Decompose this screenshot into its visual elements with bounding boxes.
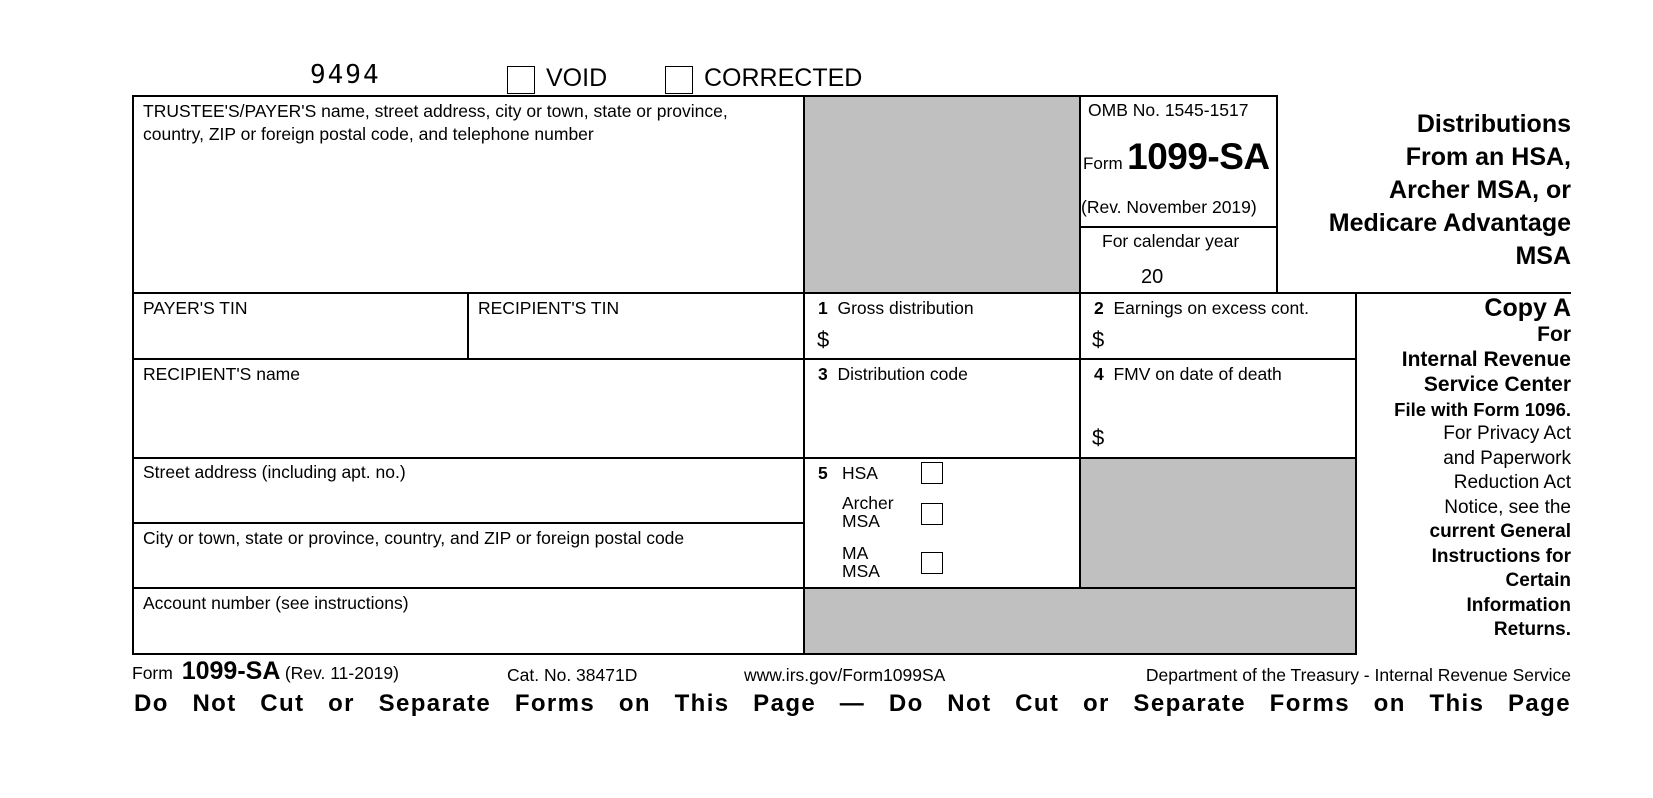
form-title <box>1290 108 1571 273</box>
payer-tin-label: PAYER'S TIN <box>143 298 248 318</box>
archer-msa-label <box>842 494 894 530</box>
shaded-area-bottom <box>804 588 1356 654</box>
box4-label: FMV on date of death <box>1113 364 1282 384</box>
title-line: Archer MSA, or <box>1389 176 1571 204</box>
copy-a-for: For <box>1537 323 1571 346</box>
footer-form-id <box>132 657 399 686</box>
grid-line <box>1355 292 1357 655</box>
privacy-line: For Privacy Act <box>1443 423 1571 444</box>
corrected-label: CORRECTED <box>704 64 863 92</box>
account-number-field[interactable] <box>136 616 800 651</box>
grid-line <box>1276 95 1278 293</box>
archer-line2: MSA <box>842 511 880 531</box>
grid-line <box>132 522 805 524</box>
ma-msa-checkbox[interactable] <box>921 552 943 574</box>
form-number: 1099-SA <box>1127 136 1270 177</box>
city-state-zip-field[interactable] <box>136 552 800 585</box>
box4-dollar-sign: $ <box>1092 425 1105 450</box>
distribution-code-field[interactable] <box>808 388 1076 454</box>
box2-label: Earnings on excess cont. <box>1113 298 1309 318</box>
payer-tin-field[interactable] <box>136 320 464 356</box>
grid-line <box>467 292 469 359</box>
void-label: VOID <box>546 64 608 92</box>
box5-number: 5 <box>818 463 828 483</box>
copy-a-panel <box>1362 294 1571 643</box>
title-line: MSA <box>1515 242 1571 270</box>
footer-form-number: 1099-SA <box>181 657 281 685</box>
copy-a-irs-line1: Internal Revenue <box>1401 348 1571 371</box>
city-state-zip-label: City or town, state or province, country, and ZIP or foreign postal code <box>143 528 685 548</box>
copy-a-heading: Copy A <box>1484 294 1571 322</box>
footer-cat-no: Cat. No. 38471D <box>507 665 638 685</box>
grid-line <box>1079 226 1278 228</box>
form-word: Form <box>1083 154 1123 173</box>
omb-number: OMB No. 1545-1517 <box>1088 100 1249 120</box>
privacy-line: Notice, see the <box>1444 496 1571 518</box>
box1-dollar-sign: $ <box>817 327 830 352</box>
privacy-line: and Paperwork <box>1443 447 1571 469</box>
grid-line <box>132 95 134 655</box>
shaded-area-top <box>804 96 1080 293</box>
box2-heading <box>1094 297 1309 320</box>
recipient-name-field[interactable] <box>136 388 800 454</box>
recipient-tin-field[interactable] <box>471 320 801 356</box>
privacy-line: Certain <box>1505 570 1571 591</box>
form-code: 9494 <box>310 60 381 90</box>
payer-name-address-label: TRUSTEE'S/PAYER'S name, street address, city or town, state or province, country, ZIP or foreign postal code, and telephone number <box>143 101 728 144</box>
archer-msa-checkbox[interactable] <box>921 503 943 525</box>
account-number-label: Account number (see instructions) <box>143 593 409 613</box>
footer-url: www.irs.gov/Form1099SA <box>744 665 946 685</box>
title-line: From an HSA, <box>1405 143 1571 171</box>
footer-revision: (Rev. 11-2019) <box>284 663 399 683</box>
box2-number: 2 <box>1094 298 1104 318</box>
archer-line1: Archer <box>842 493 894 513</box>
privacy-line: Instructions for <box>1431 545 1571 567</box>
form-revision: (Rev. November 2019) <box>1081 197 1257 217</box>
grid-line <box>132 653 1357 655</box>
box1-number: 1 <box>818 298 828 318</box>
shaded-area-middle <box>1080 458 1356 588</box>
grid-line <box>1079 95 1081 589</box>
box4-heading <box>1094 363 1282 386</box>
form-number-header <box>1083 136 1270 178</box>
privacy-line: Information <box>1466 594 1571 616</box>
grid-line <box>132 292 1571 294</box>
grid-line <box>132 457 1357 459</box>
grid-line <box>132 358 1357 360</box>
box1-heading <box>818 297 974 320</box>
copy-a-file-with: File with Form 1096. <box>1394 399 1571 420</box>
earnings-excess-field[interactable] <box>1112 324 1350 354</box>
corrected-checkbox[interactable] <box>665 66 693 94</box>
gross-distribution-field[interactable] <box>836 324 1074 354</box>
ma-msa-label <box>842 544 880 580</box>
recipient-name-label: RECIPIENT'S name <box>143 364 300 384</box>
ma-line2: MSA <box>842 561 880 581</box>
calendar-year-prefix: 20 <box>1141 266 1164 288</box>
calendar-year-label: For calendar year <box>1102 231 1240 251</box>
recipient-tin-label: RECIPIENT'S TIN <box>478 298 620 318</box>
privacy-line: Reduction Act <box>1453 472 1571 493</box>
footer-department: Department of the Treasury - Internal Revenue Service <box>1145 665 1571 685</box>
box3-number: 3 <box>818 364 828 384</box>
privacy-line: Returns. <box>1493 619 1571 640</box>
grid-line <box>803 95 805 655</box>
title-line: Distributions <box>1416 110 1571 138</box>
copy-a-irs-line2: Service Center <box>1423 373 1571 396</box>
grid-line <box>132 587 1357 589</box>
privacy-line: current General <box>1429 521 1571 542</box>
fmv-date-of-death-field[interactable] <box>1112 420 1350 452</box>
payer-name-address-field[interactable] <box>136 150 800 290</box>
box3-label: Distribution code <box>837 364 968 384</box>
void-checkbox[interactable] <box>507 66 535 94</box>
do-not-cut-notice: Do Not Cut or Separate Forms on This Page — Do Not Cut or Separate Forms on This Page <box>134 690 1571 717</box>
footer-form-word: Form <box>132 663 173 683</box>
title-line: Medicare Advantage <box>1328 209 1571 237</box>
hsa-checkbox[interactable] <box>921 462 943 484</box>
grid-line <box>132 95 1277 97</box>
street-address-label: Street address (including apt. no.) <box>143 462 406 482</box>
box2-dollar-sign: $ <box>1092 327 1105 352</box>
street-address-field[interactable] <box>136 486 800 520</box>
box4-number: 4 <box>1094 364 1104 384</box>
box1-label: Gross distribution <box>837 298 974 318</box>
ma-line1: MA <box>842 543 869 563</box>
box3-heading <box>818 363 968 386</box>
hsa-label: HSA <box>842 463 878 483</box>
